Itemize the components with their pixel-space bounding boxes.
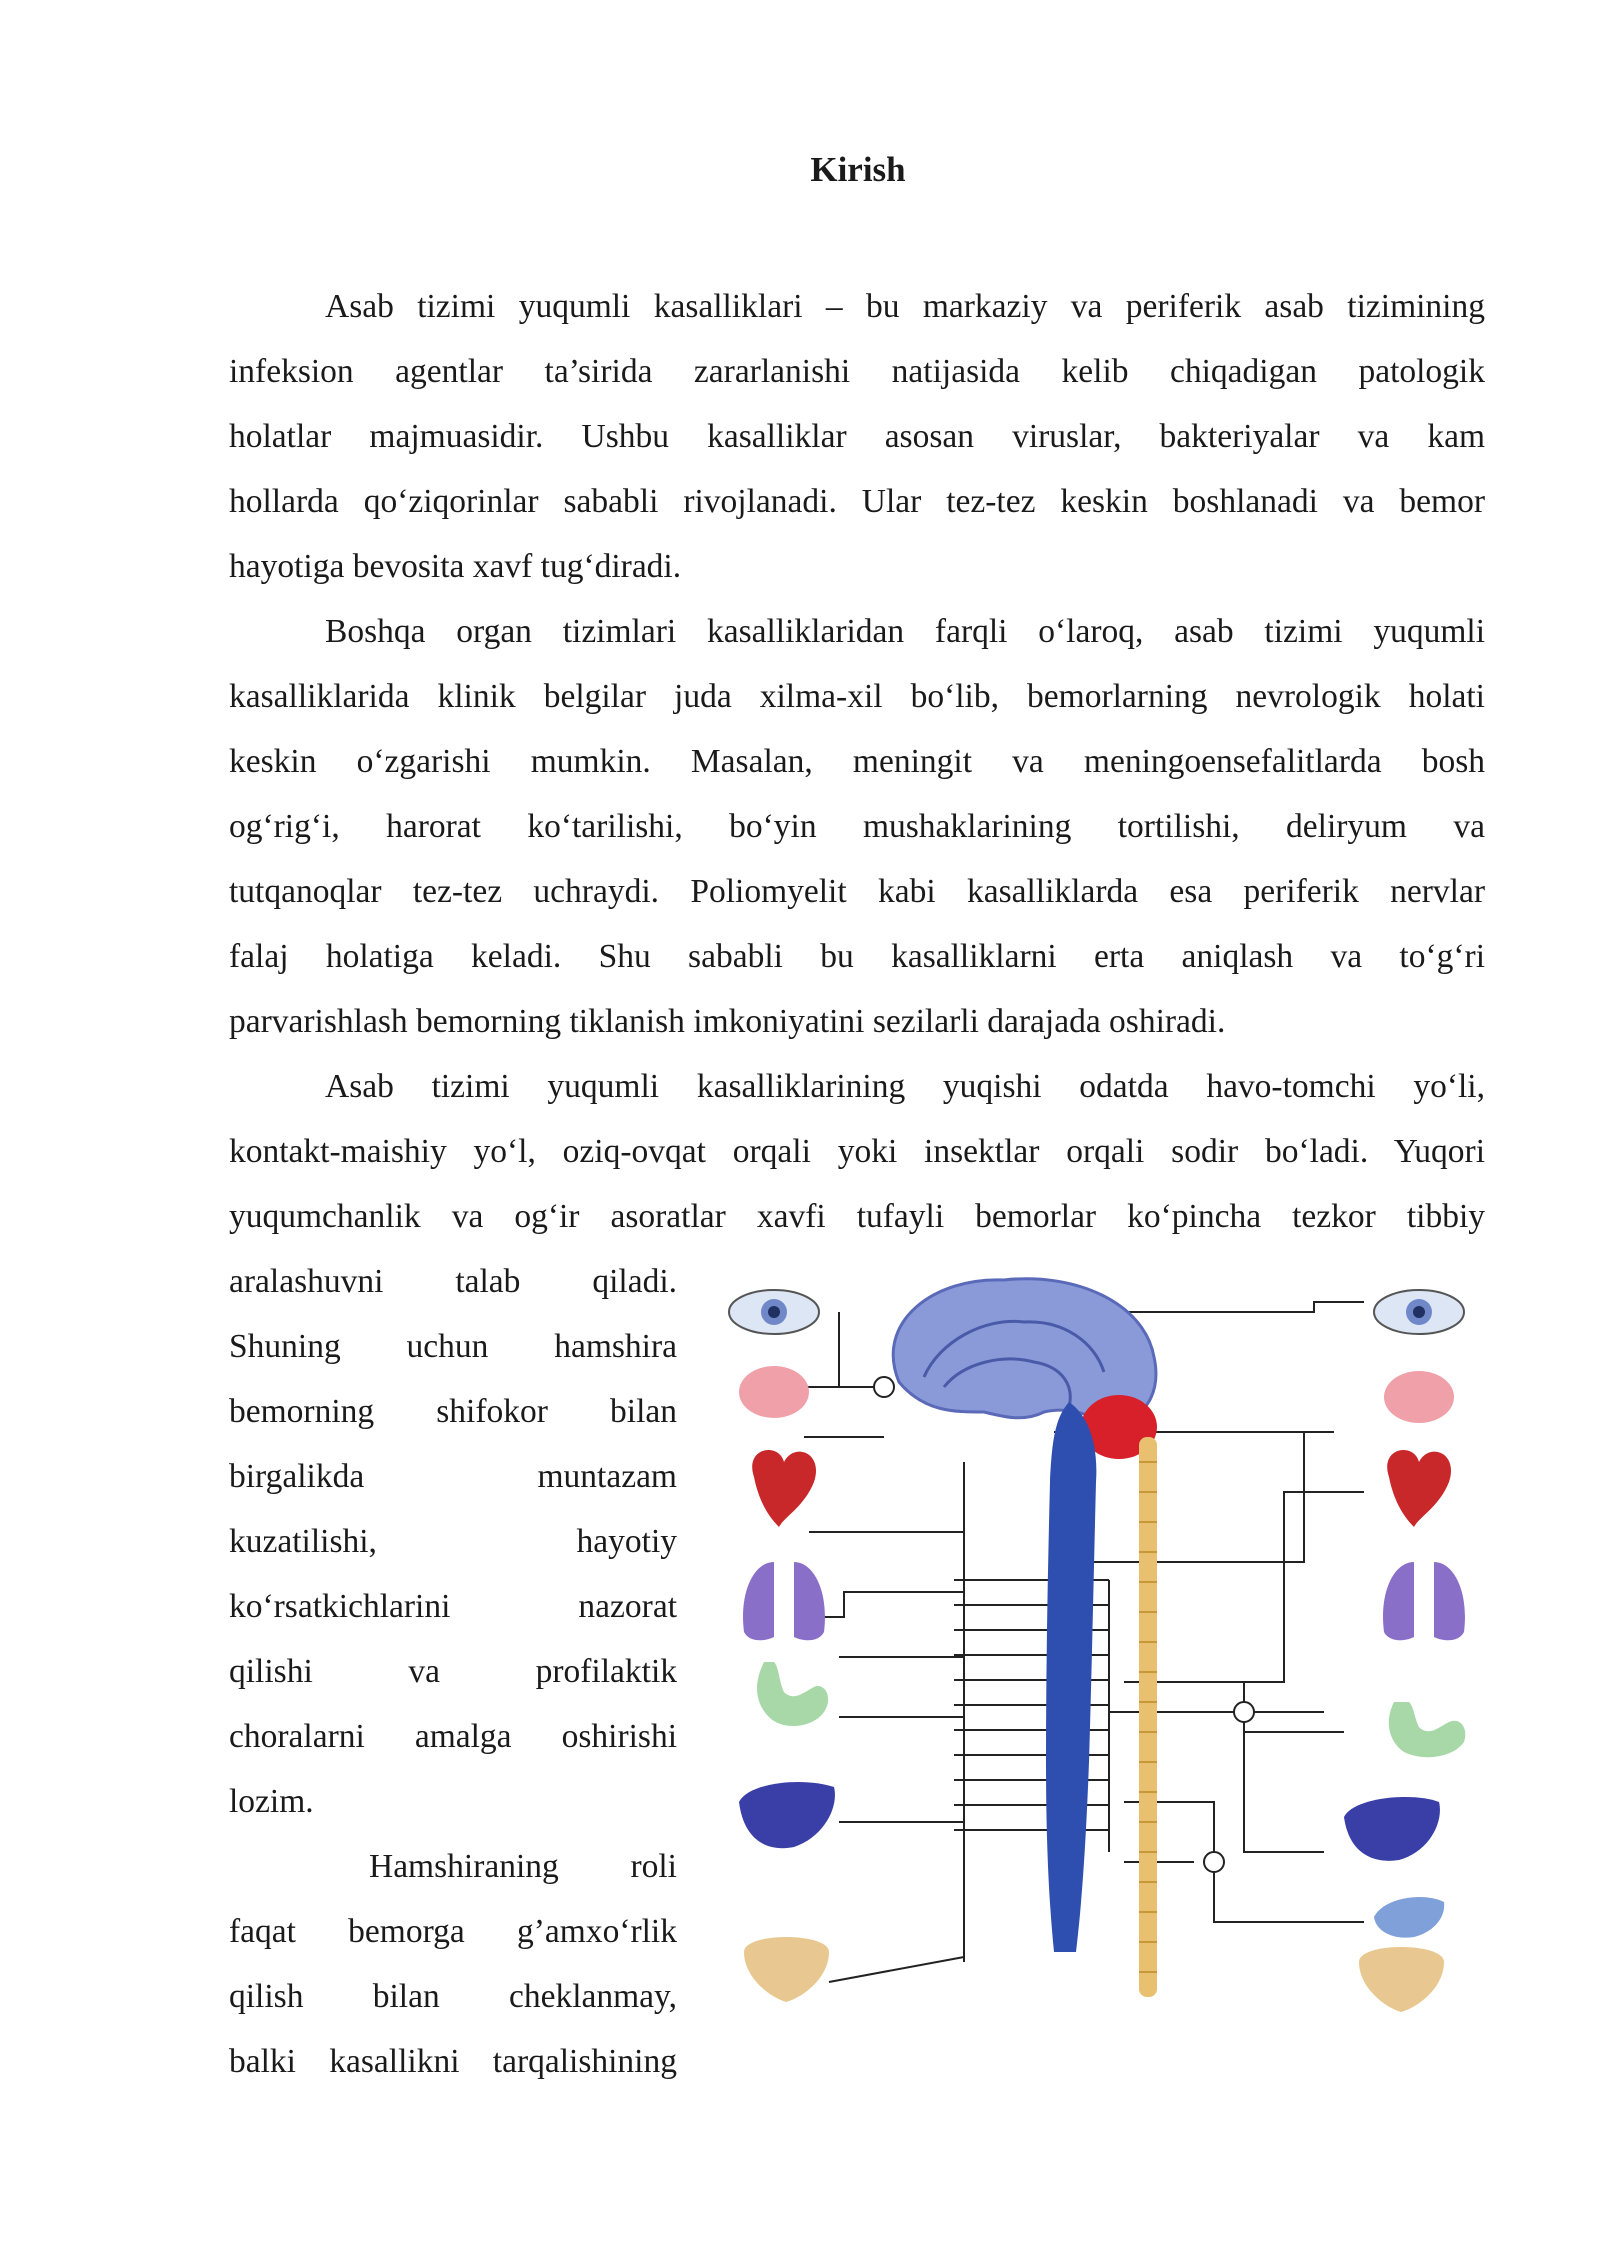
side-column-text (229, 1249, 677, 2094)
paragraph-3 (229, 1054, 1485, 1249)
paragraph-line: infeksion agentlar ta’sirida zararlanishi natijasida kelib chiqadigan patologik (229, 353, 1485, 390)
column-line: lozim. (229, 1783, 314, 1820)
paragraph-line: Boshqa organ tizimlari kasalliklaridan farqli o‘laroq, asab tizimi yuqumli (325, 613, 1485, 650)
eye-icon (729, 1290, 819, 1334)
column-line: faqat bemorga g’amxo‘rlik (229, 1913, 677, 1950)
paragraph-line: Asab tizimi yuqumli kasalliklari – bu markaziy va periferik asab tizimining (325, 288, 1485, 325)
salivary-gland-icon (739, 1366, 809, 1418)
nervous-system-diagram (724, 1262, 1480, 2040)
paragraph-line: parvarishlash bemorning tiklanish imkoniyatini sezilarli darajada oshiradi. (229, 1003, 1226, 1040)
column-line: bemorning shifokor bilan (229, 1393, 677, 1430)
column-line: qilish bilan cheklanmay, (229, 1978, 677, 2015)
paragraph-2 (229, 599, 1485, 1054)
column-line: kuzatilishi, hayotiy (229, 1523, 677, 1560)
column-line: aralashuvni talab qiladi. (229, 1263, 677, 1300)
paragraph-line: yuqumchanlik va og‘ir asoratlar xavfi tufayli bemorlar ko‘pincha tezkor tibbiy (229, 1198, 1485, 1235)
paragraph-line: falaj holatiga keladi. Shu sababli bu kasalliklarni erta aniqlash va to‘g‘ri (229, 938, 1485, 975)
paragraph-line: og‘rig‘i, harorat ko‘tarilishi, bo‘yin mushaklarining tortilishi, deliryum va (229, 808, 1485, 845)
paragraph-line: keskin o‘zgarishi mumkin. Masalan, meningit va meningoensefalitlarda bosh (229, 743, 1485, 780)
column-line: Shuning uchun hamshira (229, 1328, 677, 1365)
paragraph-line: Asab tizimi yuqumli kasalliklarining yuqishi odatda havo-tomchi yo‘li, (325, 1068, 1485, 1105)
paragraph-1 (229, 274, 1485, 599)
column-line: Hamshiraning roli (369, 1848, 677, 1885)
paragraph-line: kontakt-maishiy yo‘l, oziq-ovqat orqali yoki insektlar orqali sodir bo‘ladi. Yuqori (229, 1133, 1485, 1170)
paragraph-line: hollarda qo‘ziqorinlar sababli rivojlanadi. Ular tez-tez keskin boshlanadi va bemor (229, 483, 1485, 520)
page-title: Kirish (810, 150, 906, 189)
paragraph-line: tutqanoqlar tez-tez uchraydi. Poliomyelit kabi kasalliklarda esa periferik nervlar (229, 873, 1485, 910)
column-line: qilishi va profilaktik (229, 1653, 677, 1690)
column-line: birgalikda muntazam (229, 1458, 677, 1495)
salivary-gland-icon (1384, 1371, 1454, 1423)
paragraph-line: hayotiga bevosita xavf tug‘diradi. (229, 548, 682, 585)
column-line: balki kasallikni tarqalishining (229, 2043, 677, 2080)
paragraph-line: kasalliklarida klinik belgilar juda xilma-xil bo‘lib, bemorlarning nevrologik holati (229, 678, 1485, 715)
eye-icon (1374, 1290, 1464, 1334)
column-line: ko‘rsatkichlarini nazorat (229, 1588, 677, 1625)
column-line: choralarni amalga oshirishi (229, 1718, 677, 1755)
paragraph-line: holatlar majmuasidir. Ushbu kasalliklar asosan viruslar, bakteriyalar va kam (229, 418, 1485, 455)
